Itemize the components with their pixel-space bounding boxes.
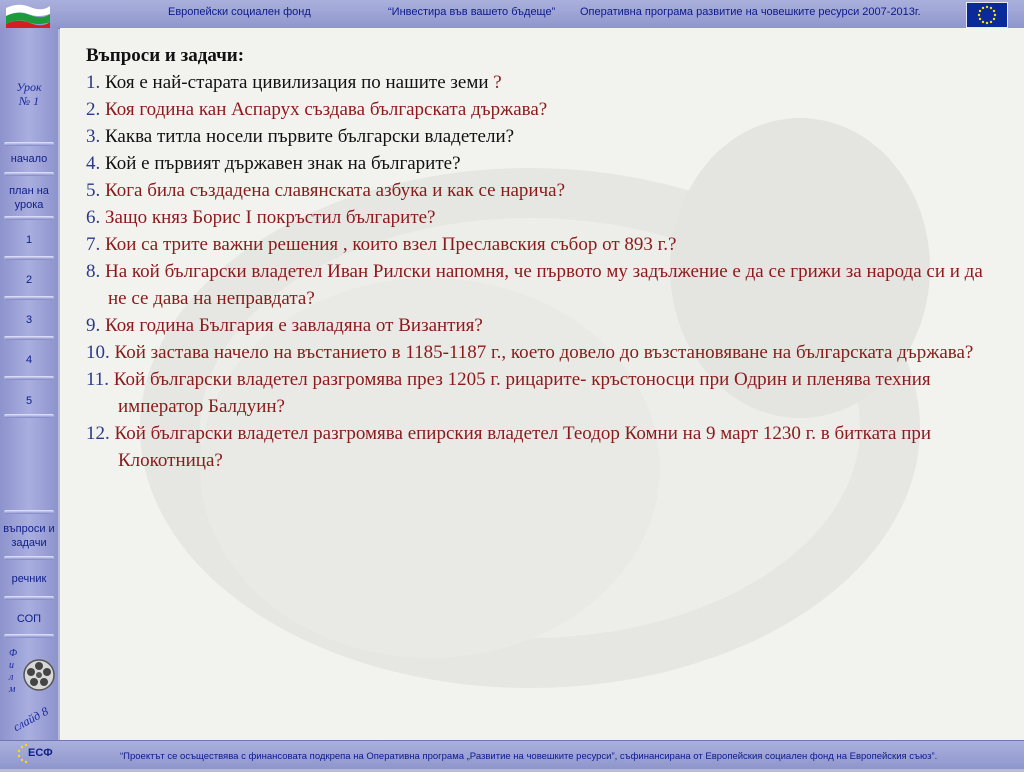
- question-item: [86, 69, 996, 96]
- sidebar-divider: [4, 596, 54, 600]
- footer-text: “Проектът се осъществява с финансовата подкрепа на Оперативна програма „Развитие на човешките ресурси”, съфинансирана от Европейския социален фонд на Европейския съюз”.: [120, 751, 938, 762]
- question-text: Коя година България е завладяна от Византия?: [105, 315, 483, 336]
- question-item: [86, 420, 996, 474]
- header-fund: Европейски социален фонд: [168, 6, 311, 18]
- nav-questions[interactable]: въпроси и задачи: [3, 523, 55, 549]
- question-text: Коя е най-старата цивилизация по нашите земи: [105, 72, 489, 93]
- header-bar: [0, 0, 1024, 29]
- question-text: Кои са трите важни решения , които взел Преславския събор от 893 г.?: [105, 234, 677, 255]
- film-label: Ф и л м: [9, 648, 18, 695]
- nav-section-4[interactable]: 4: [25, 354, 33, 366]
- question-number: 10.: [86, 342, 110, 363]
- question-item: [86, 150, 996, 177]
- question-item: [86, 123, 996, 150]
- main-content: [60, 28, 1024, 740]
- question-text: На кой български владетел Иван Рилски напомня, че първото му задължение е да се грижи за народа си и да не се дава на неправдата?: [105, 261, 983, 309]
- question-number: 12.: [86, 423, 110, 444]
- question-number: 11.: [86, 369, 110, 390]
- header-slogan: “Инвестира във вашето бъдеще”: [388, 6, 556, 18]
- sidebar-divider: [4, 414, 54, 418]
- eu-flag-icon: [966, 2, 1008, 28]
- sidebar-divider: [4, 510, 54, 514]
- page-title: Въпроси и задачи:: [86, 45, 245, 66]
- question-number: 9.: [86, 315, 101, 336]
- question-text: Защо княз Борис I покръстил българите?: [105, 207, 436, 228]
- film-reel-icon[interactable]: [22, 658, 56, 692]
- lesson-number: № 1: [18, 94, 40, 108]
- question-item: [86, 177, 996, 204]
- slide-number: слайд 8: [10, 704, 51, 735]
- nav-home[interactable]: начало: [10, 153, 48, 165]
- lesson-word: Урок: [16, 80, 42, 94]
- nav-section-2[interactable]: 2: [25, 274, 33, 286]
- nav-sop[interactable]: СОП: [16, 613, 42, 625]
- question-item: [86, 312, 996, 339]
- nav-section-5[interactable]: 5: [25, 395, 33, 407]
- question-number: 6.: [86, 207, 101, 228]
- nav-lesson-plan[interactable]: план на урока: [9, 185, 49, 211]
- question-text: Кой застава начело на въстанието в 1185-1187 г., което довело до възстановяване на българската държава?: [114, 342, 974, 363]
- question-item: [86, 366, 996, 420]
- footer-bar: [0, 740, 1024, 769]
- lesson-label: [12, 80, 46, 108]
- question-text: Коя година кан Аспарух създава българската държава?: [105, 99, 548, 120]
- question-number: 2.: [86, 99, 101, 120]
- question-item: [86, 339, 996, 366]
- question-number: 5.: [86, 180, 101, 201]
- question-item: [86, 231, 996, 258]
- question-item: [86, 258, 996, 312]
- esf-logo-text: ЕСФ: [28, 747, 53, 759]
- questions-block: [86, 42, 996, 474]
- sidebar-divider: [4, 376, 54, 380]
- question-text: Кога била създадена славянската азбука и как се нарича?: [105, 180, 566, 201]
- sidebar-divider: [4, 296, 54, 300]
- sidebar-divider: [4, 216, 54, 220]
- question-text: Кой е първият държавен знак на българите?: [105, 153, 461, 174]
- sidebar-divider: [4, 256, 54, 260]
- nav-glossary[interactable]: речник: [11, 573, 47, 585]
- sidebar-divider: [4, 172, 54, 176]
- question-number: 4.: [86, 153, 101, 174]
- sidebar-divider: [4, 336, 54, 340]
- question-number: 8.: [86, 261, 101, 282]
- question-item: [86, 96, 996, 123]
- nav-section-1[interactable]: 1: [25, 234, 33, 246]
- question-number: 1.: [86, 72, 101, 93]
- header-programme: Оперативна програма развитие на човешките ресурси 2007-2013г.: [580, 6, 921, 18]
- sidebar-divider: [4, 634, 54, 638]
- question-text: Каква титла носели първите български владетели?: [105, 126, 515, 147]
- question-mark: ?: [488, 72, 502, 93]
- esf-logo-icon: [14, 741, 58, 767]
- question-text: Кой български владетел разгромява през 1205 г. рицарите- кръстоносци при Одрин и пленява техния император Балдуин?: [113, 369, 931, 417]
- question-number: 3.: [86, 126, 101, 147]
- question-number: 7.: [86, 234, 101, 255]
- question-item: [86, 204, 996, 231]
- question-text: Кой български владетел разгромява епирския владетел Теодор Комни на 9 март 1230 г. в битката при Клокотница?: [114, 423, 932, 471]
- sidebar-divider: [4, 142, 54, 146]
- sidebar-divider: [4, 556, 54, 560]
- nav-section-3[interactable]: 3: [25, 314, 33, 326]
